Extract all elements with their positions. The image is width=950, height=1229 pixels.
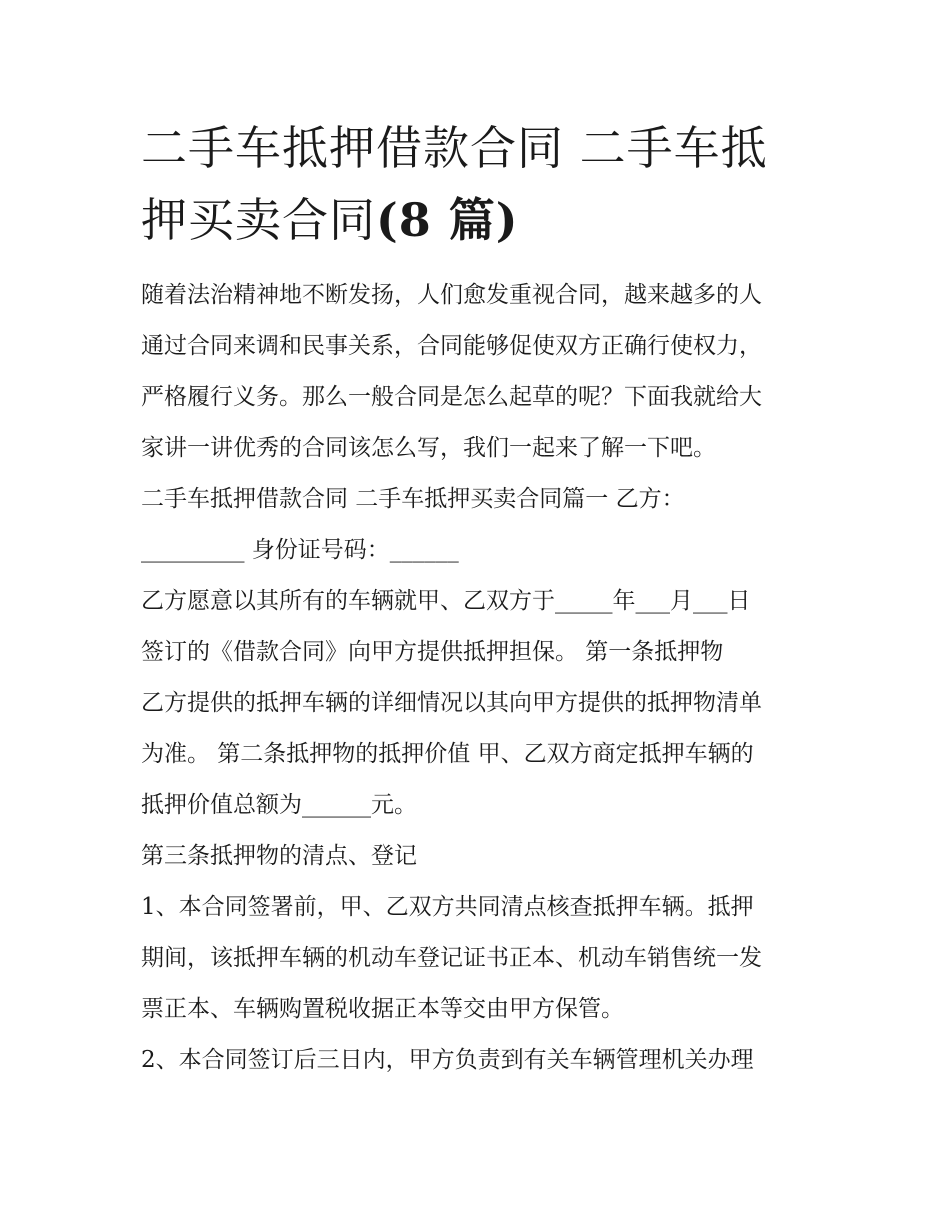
title-line-2-count: (8 篇) bbox=[376, 193, 519, 247]
body-line: 1、本合同签署前，甲、乙双方共同清点核查抵押车辆。抵押 bbox=[141, 894, 754, 920]
title-line-1: 二手车抵押借款合同 二手车抵 bbox=[141, 121, 768, 175]
body-line: 第三条抵押物的清点、登记 bbox=[141, 843, 417, 869]
body-line: 为准。 第二条抵押物的抵押价值 甲、乙双方商定抵押车辆的 bbox=[141, 741, 754, 767]
title-line-2 bbox=[141, 184, 813, 256]
body-line: 2、本合同签订后三日内，甲方负责到有关车辆管理机关办理 bbox=[141, 1047, 754, 1073]
body-line: 期间，该抵押车辆的机动车登记证书正本、机动车销售统一发 bbox=[141, 945, 762, 971]
body-line: 家讲一讲优秀的合同该怎么写，我们一起来了解一下吧。 bbox=[141, 435, 716, 461]
document-body bbox=[141, 270, 813, 1086]
body-line: 抵押价值总额为______元。 bbox=[141, 792, 417, 818]
document-title bbox=[141, 112, 813, 256]
body-line: 通过合同来调和民事关系，合同能够促使双方正确行使权力， bbox=[141, 333, 762, 359]
body-line: 票正本、车辆购置税收据正本等交由甲方保管。 bbox=[141, 996, 624, 1022]
body-line: _________ 身份证号码：______ bbox=[141, 537, 459, 563]
body-line: 乙方提供的抵押车辆的详细情况以其向甲方提供的抵押物清单 bbox=[141, 690, 762, 716]
body-line: 签订的《借款合同》向甲方提供抵押担保。 第一条抵押物 bbox=[141, 639, 724, 665]
body-line: 严格履行义务。那么一般合同是怎么起草的呢？下面我就给大 bbox=[141, 384, 762, 410]
body-line: 随着法治精神地不断发扬，人们愈发重视合同，越来越多的人 bbox=[141, 282, 762, 308]
title-line-2-text: 押买卖合同 bbox=[141, 193, 376, 247]
body-line: 二手车抵押借款合同 二手车抵押买卖合同篇一 乙方： bbox=[141, 486, 685, 512]
body-line: 乙方愿意以其所有的车辆就甲、乙双方于_____年___月___日 bbox=[141, 588, 751, 614]
document-page bbox=[141, 112, 813, 1086]
